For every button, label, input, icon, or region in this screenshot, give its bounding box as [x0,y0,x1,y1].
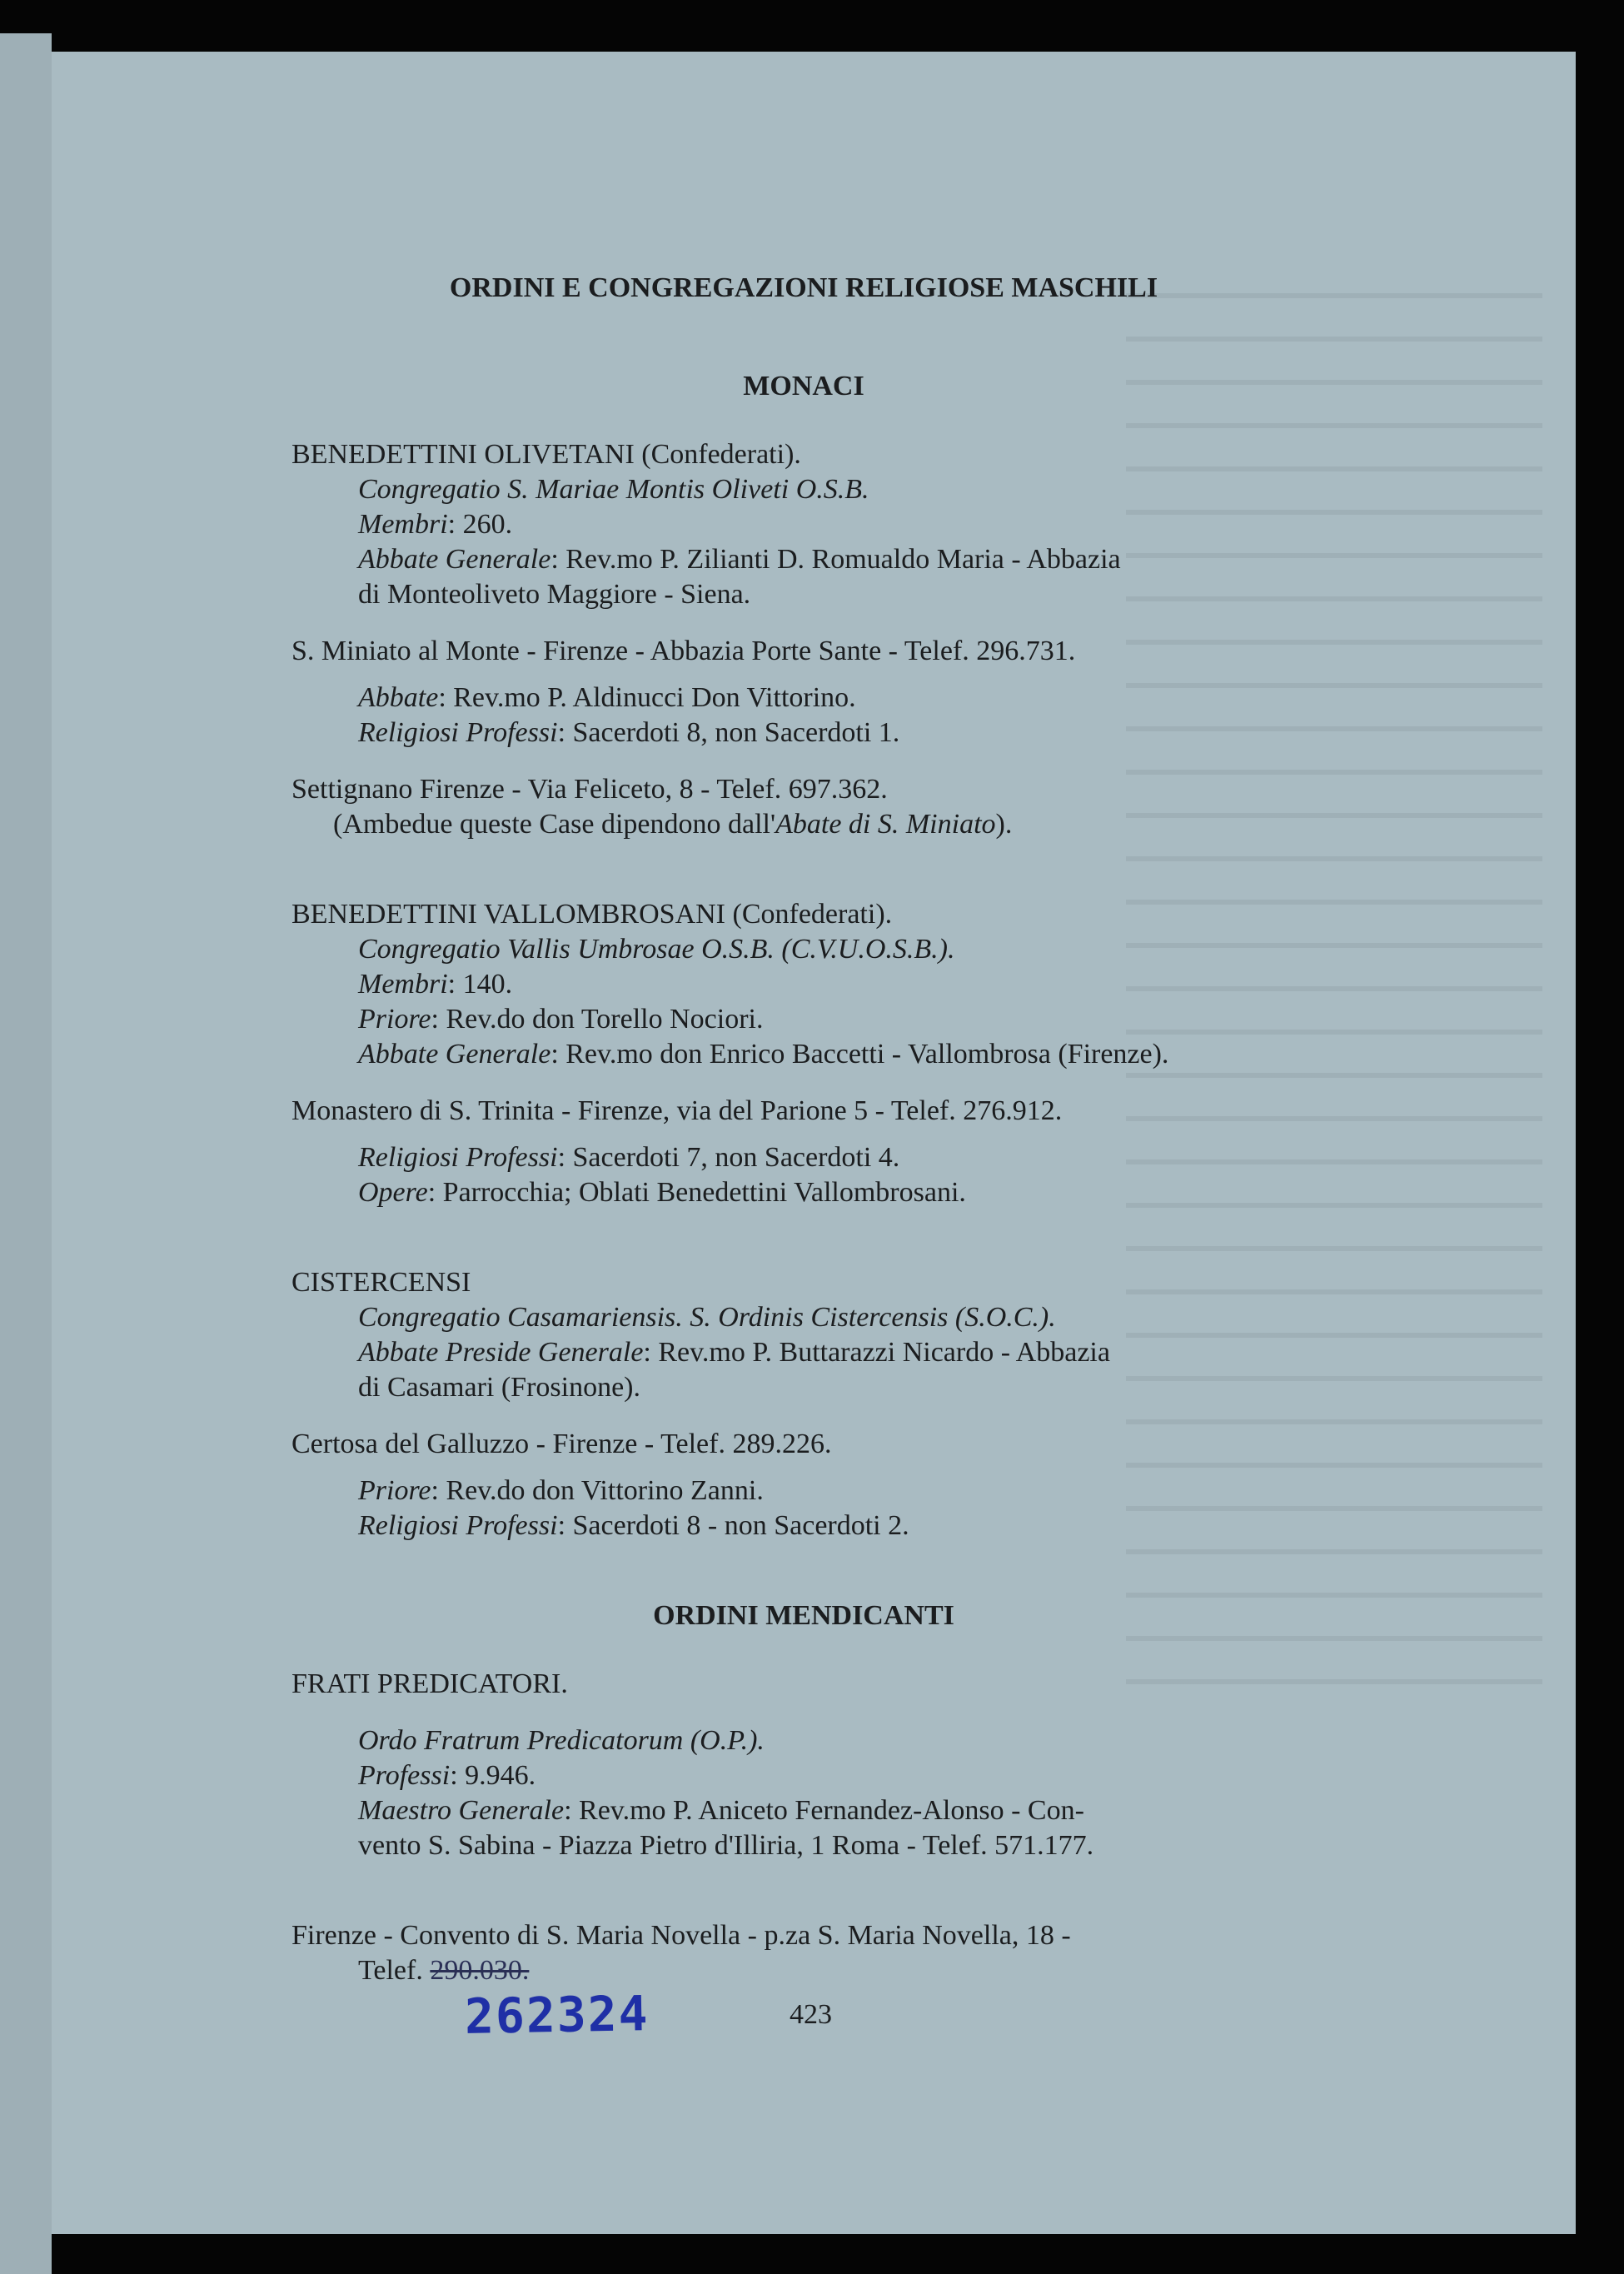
abbate-line-cont: di Monteoliveto Maggiore - Siena. [358,579,751,610]
abbate-label: Abbate Preside Generale [358,1337,644,1368]
house-address-trinita: Monastero di S. Trinita - Firenze, via del Parione 5 - Telef. 276.912. [291,1095,1063,1126]
abbate-line [291,681,1316,716]
religiosi-line [291,1509,1316,1543]
maestro-value: : Rev.mo P. Aniceto Fernandez-Alonso - Con- [564,1795,1084,1826]
congregatio-line: Congregatio Casamariensis. S. Ordinis Cistercensis (S.O.C.). [358,1302,1056,1333]
order-heading-olivetani: BENEDETTINI OLIVETANI (Confederati). [291,439,801,470]
abbate-value: : Rev.mo P. Buttarazzi Nicardo - Abbazia [643,1337,1110,1368]
religiosi-line [291,716,1316,751]
abbate-line-cont: di Casamari (Frosinone). [358,1372,640,1403]
facing-page-edge [0,33,52,2274]
religiosi-label: Religiosi Professi [358,1510,558,1541]
section-heading-monaci: MONACI [743,371,864,401]
membri-value: : 140. [447,969,513,1000]
page-number: 423 [790,1999,832,2030]
priore-line [291,1474,1316,1509]
page-title: ORDINI E CONGREGAZIONI RELIGIOSE MASCHILI [449,272,1158,303]
order-heading-vallombrosani: BENEDETTINI VALLOMBROSANI (Confederati). [291,899,893,930]
priore-value: : Rev.do don Torello Nociori. [431,1004,764,1035]
abbate-value: : Rev.mo P. Zilianti D. Romualdo Maria - Abbazia [550,544,1121,575]
religiosi-value: : Sacerdoti 7, non Sacerdoti 4. [557,1142,900,1173]
opere-label: Opere [358,1177,428,1208]
opere-line [291,1175,1316,1210]
abbate-line [291,1335,1316,1370]
house-address-settignano: Settignano Firenze - Via Feliceto, 8 - Telef. 697.362. [291,774,888,805]
membri-line [291,967,1316,1002]
religiosi-label: Religiosi Professi [358,717,558,748]
membri-value: : 260. [447,509,513,540]
professi-value: : 9.946. [450,1760,536,1791]
abbate-line [291,542,1316,577]
dependency-note [291,807,1316,842]
maestro-label: Maestro Generale [358,1795,565,1826]
note-text: (Ambedue queste Case dipendono dall' [333,809,776,840]
telef-label: Telef. [358,1955,423,1986]
order-heading-predicatori: FRATI PREDICATORI. [291,1668,568,1699]
maestro-line-cont: vento S. Sabina - Piazza Pietro d'Illiria, 1 Roma - Telef. 571.177. [358,1830,1094,1861]
order-heading-cistercensi: CISTERCENSI [291,1267,471,1298]
handwritten-inventory-number: 262324 [464,1985,650,2045]
professi-line [291,1758,1316,1793]
maestro-line [291,1793,1316,1828]
priore-label: Priore [358,1004,431,1035]
house-address-galluzzo: Certosa del Galluzzo - Firenze - Telef. 289.226. [291,1429,832,1459]
abbate-value: : Rev.mo don Enrico Baccetti - Vallombrosa (Firenze). [550,1039,1169,1070]
abbate-line [291,1037,1316,1072]
congregatio-line: Congregatio S. Mariae Montis Oliveti O.S.B. [358,474,869,505]
religiosi-label: Religiosi Professi [358,1142,558,1173]
ordo-line: Ordo Fratrum Predicatorum (O.P.). [358,1725,765,1756]
religiosi-value: : Sacerdoti 8 - non Sacerdoti 2. [557,1510,909,1541]
abbate-label: Abbate Generale [358,1039,551,1070]
professi-label: Professi [358,1760,451,1791]
religiosi-line [291,1140,1316,1175]
abbate-label: Abbate Generale [358,544,551,575]
membri-line [291,507,1316,542]
telef-line [291,1953,1316,1988]
abbate-label: Abbate [358,682,439,713]
section-heading-mendicanti: ORDINI MENDICANTI [653,1600,954,1631]
house-address-miniato: S. Miniato al Monte - Firenze - Abbazia Porte Sante - Telef. 296.731. [291,636,1076,666]
priore-value: : Rev.do don Vittorino Zanni. [431,1475,764,1506]
religiosi-value: : Sacerdoti 8, non Sacerdoti 1. [557,717,900,748]
congregatio-line: Congregatio Vallis Umbrosae O.S.B. (C.V.U.O.S.B.). [358,934,955,965]
membri-label: Membri [358,509,448,540]
membri-label: Membri [358,969,448,1000]
page-content [291,271,1316,1988]
priore-line [291,1002,1316,1037]
struck-telef-number: 290.030. [430,1955,530,1986]
priore-label: Priore [358,1475,431,1506]
abbate-value: : Rev.mo P. Aldinucci Don Vittorino. [438,682,856,713]
note-end: ). [995,809,1013,840]
house-address-novella: Firenze - Convento di S. Maria Novella - p.za S. Maria Novella, 18 - [291,1920,1071,1951]
opere-value: : Parrocchia; Oblati Benedettini Vallombrosani. [427,1177,966,1208]
note-italic: Abate di S. Miniato [775,809,996,840]
